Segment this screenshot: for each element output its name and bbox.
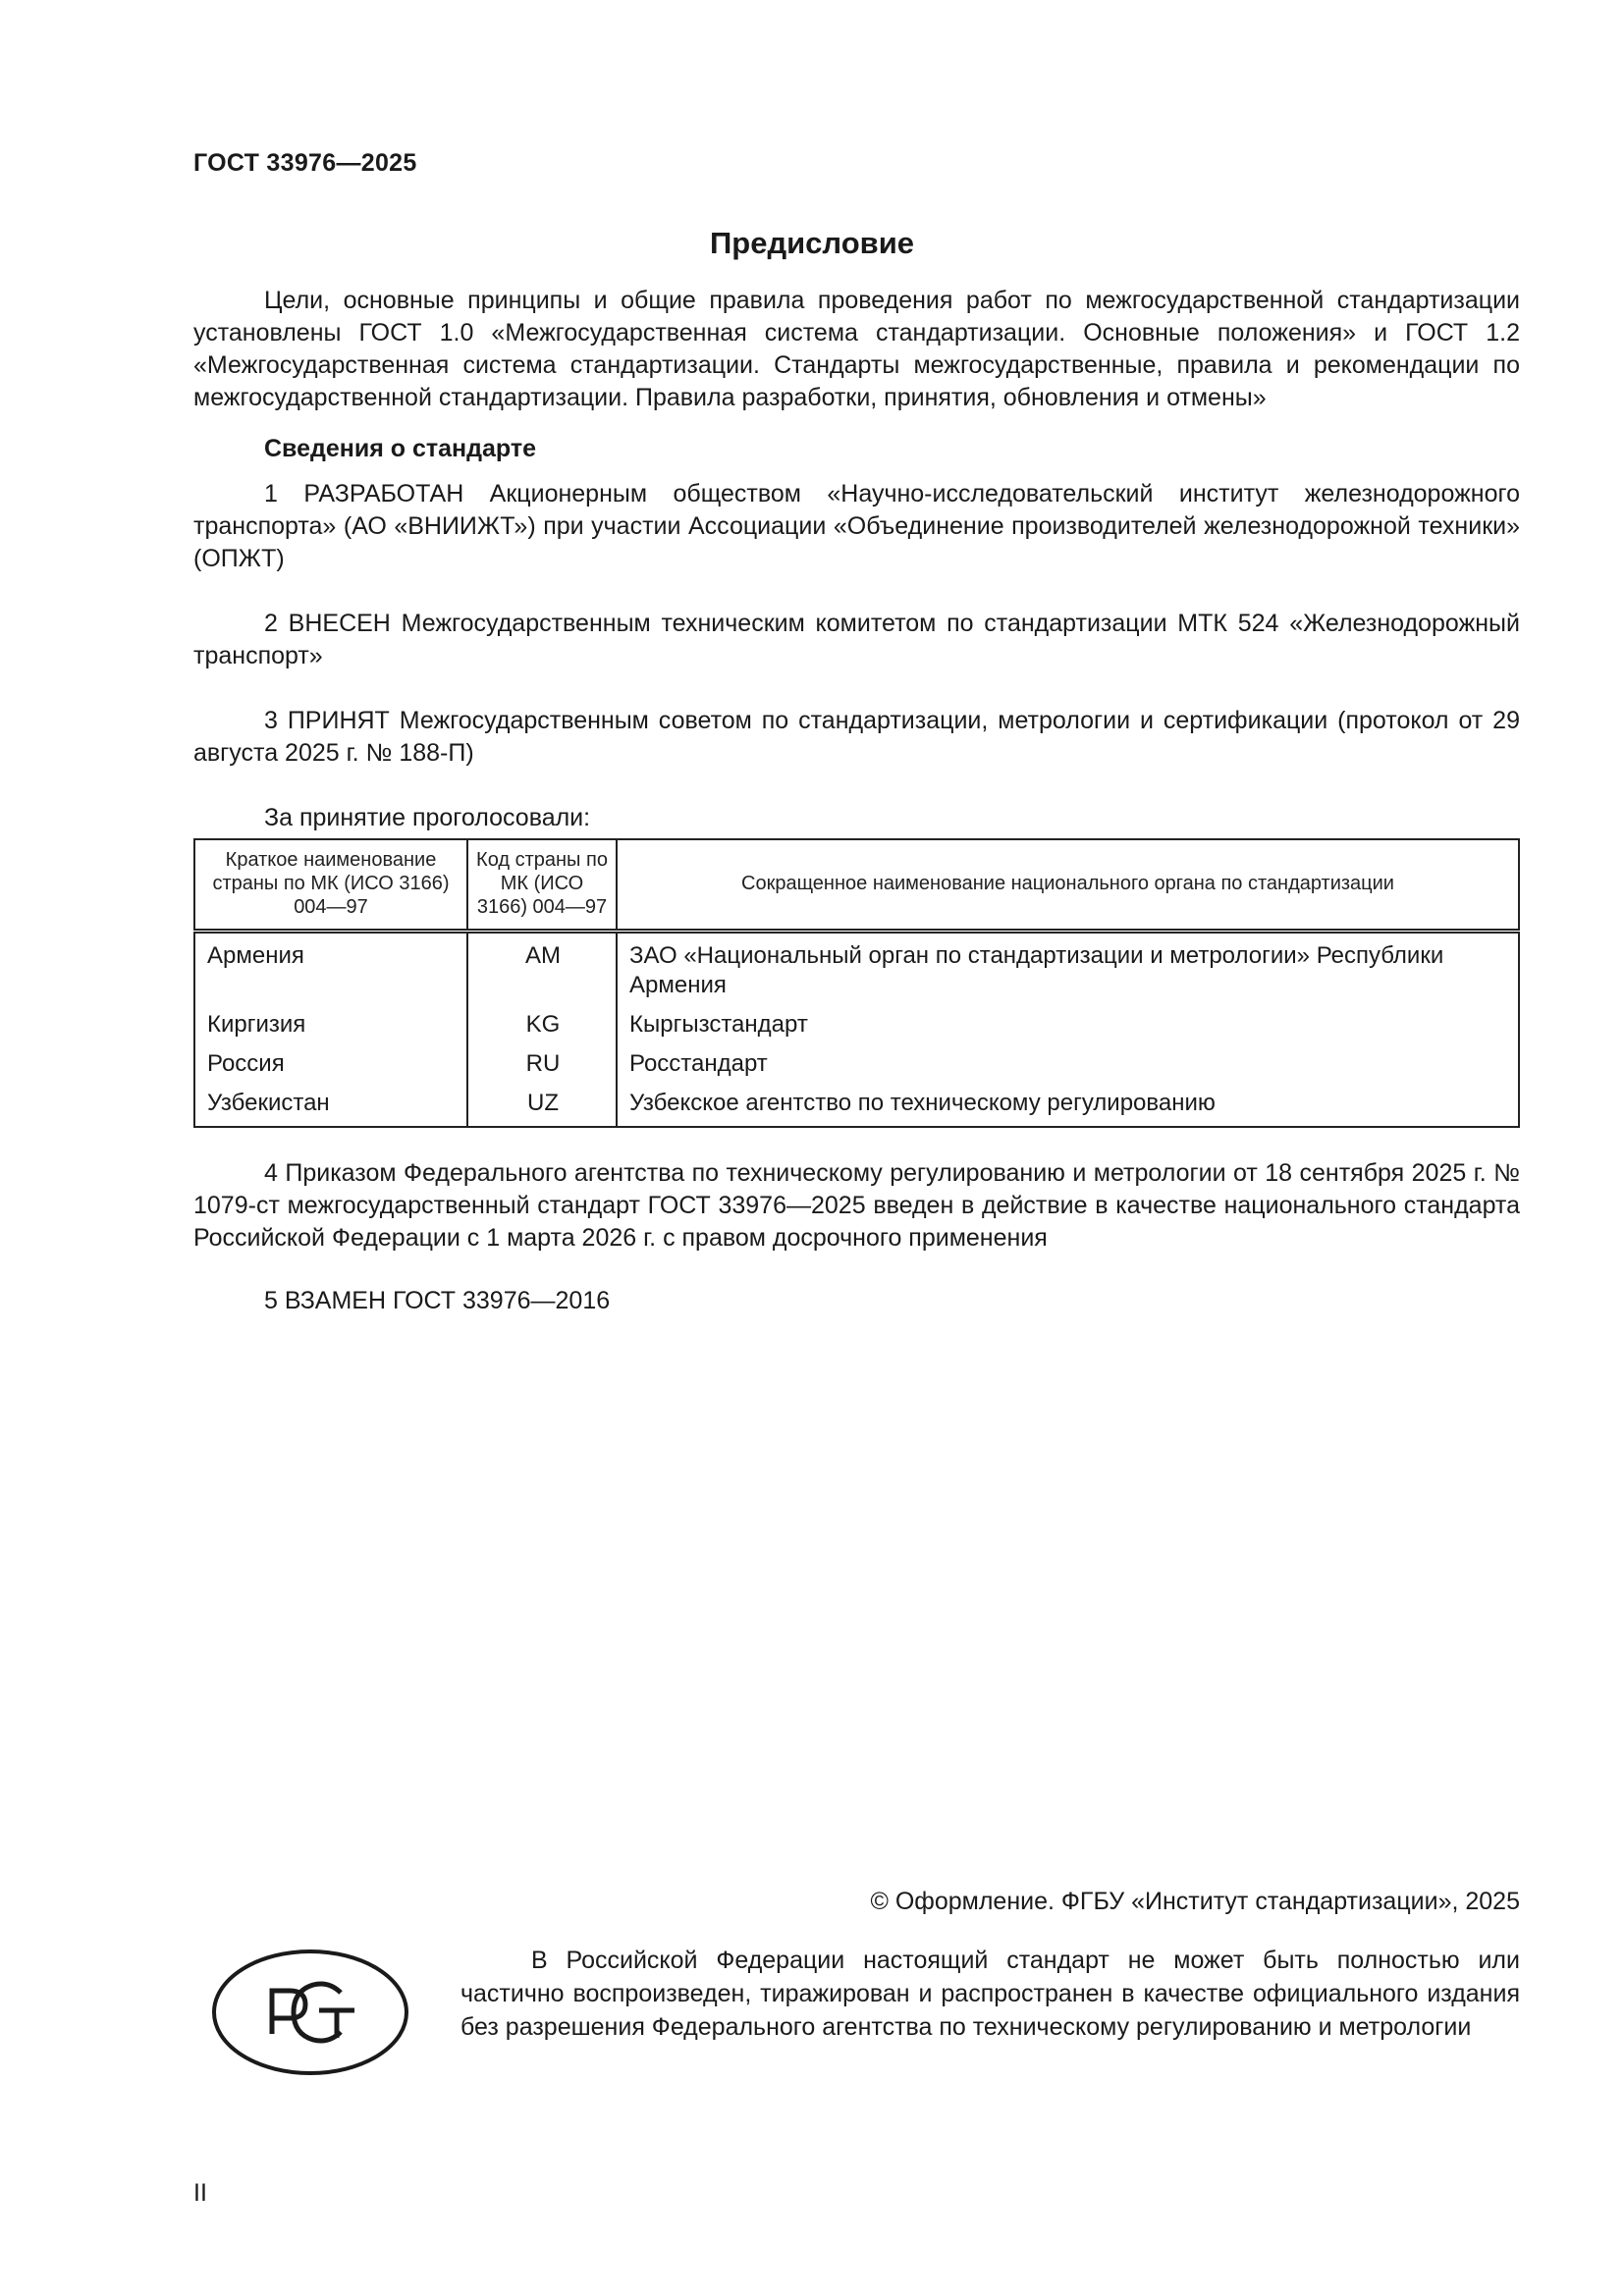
foreword-content: [193, 285, 1520, 1317]
body-cell: Кыргызстандарт: [617, 1005, 1519, 1044]
legal-block: [193, 1944, 1520, 2044]
legal-notice: В Российской Федерации настоящий стандарт не может быть полностью или частично воспроизведен, тиражирован и распространен в качестве официального издания без разрешения Федерального агентства по техническому регулированию и метрологии: [460, 1947, 1520, 2041]
code-cell: RU: [467, 1044, 617, 1084]
column-header-code: Код страны по МК (ИСО 3166) 004—97: [467, 839, 617, 932]
country-cell: Узбекистан: [194, 1084, 467, 1127]
table-row: [194, 1084, 1519, 1127]
table-row: [194, 1005, 1519, 1044]
body-cell: Узбекское агентство по техническому регулированию: [617, 1084, 1519, 1127]
body-cell: Росстандарт: [617, 1044, 1519, 1084]
votes-table: [193, 838, 1520, 1128]
footer: [193, 1885, 1520, 2044]
intro-paragraph: Цели, основные принципы и общие правила проведения работ по межгосударственной стандартизации установлены ГОСТ 1.0 «Межгосударственная система стандартизации. Основные положения» и ГОСТ 1.2 «Межгосударственная система стандартизации. Стандарты межгосударственные, правила и рекомендации по межгосударственной стандартизации. Правила разработки, принятия, обновления и отмены»: [193, 287, 1520, 411]
column-header-country: Краткое наименование страны по МК (ИСО 3166) 004—97: [194, 839, 467, 932]
rst-logo-icon: [211, 1948, 409, 2077]
item-developed: 1 РАЗРАБОТАН Акционерным обществом «Научно-исследовательский институт железнодорожного транспорта» (АО «ВНИИЖТ») при участии Ассоциации «Объединение производителей железнодорожной техники» (ОПЖТ): [193, 480, 1520, 572]
copyright-notice: © Оформление. ФГБУ «Институт стандартизации», 2025: [870, 1888, 1520, 1915]
country-cell: Армения: [194, 932, 467, 1006]
item-adopted: 3 ПРИНЯТ Межгосударственным советом по стандартизации, метрологии и сертификации (протокол от 29 августа 2025 г. № 188-П): [193, 707, 1520, 767]
page-number: II: [193, 2179, 207, 2207]
column-header-body: Сокращенное наименование национального органа по стандартизации: [617, 839, 1519, 932]
code-cell: UZ: [467, 1084, 617, 1127]
document-code-header: ГОСТ 33976—2025: [193, 149, 417, 177]
item-replaces: 5 ВЗАМЕН ГОСТ 33976—2016: [264, 1287, 611, 1314]
code-cell: AM: [467, 932, 617, 1006]
table-row: [194, 1044, 1519, 1084]
page-title: Предисловие: [709, 226, 914, 260]
table-row: [194, 932, 1519, 1006]
body-cell: ЗАО «Национальный орган по стандартизации и метрологии» Республики Армения: [617, 932, 1519, 1006]
table-header-row: [194, 839, 1519, 932]
section-heading: Сведения о стандарте: [264, 435, 537, 462]
country-cell: Россия: [194, 1044, 467, 1084]
country-cell: Киргизия: [194, 1005, 467, 1044]
vote-label: За принятие проголосовали:: [264, 804, 591, 831]
item-enacted: 4 Приказом Федерального агентства по техническому регулированию и метрологии от 18 сентября 2025 г. № 1079-ст межгосударственный стандарт ГОСТ 33976—2025 введен в действие в качестве национального стандарта Российской Федерации с 1 марта 2026 г. с правом досрочного применения: [193, 1159, 1520, 1252]
code-cell: KG: [467, 1005, 617, 1044]
item-submitted: 2 ВНЕСЕН Межгосударственным техническим комитетом по стандартизации МТК 524 «Железнодорожный транспорт»: [193, 610, 1520, 669]
